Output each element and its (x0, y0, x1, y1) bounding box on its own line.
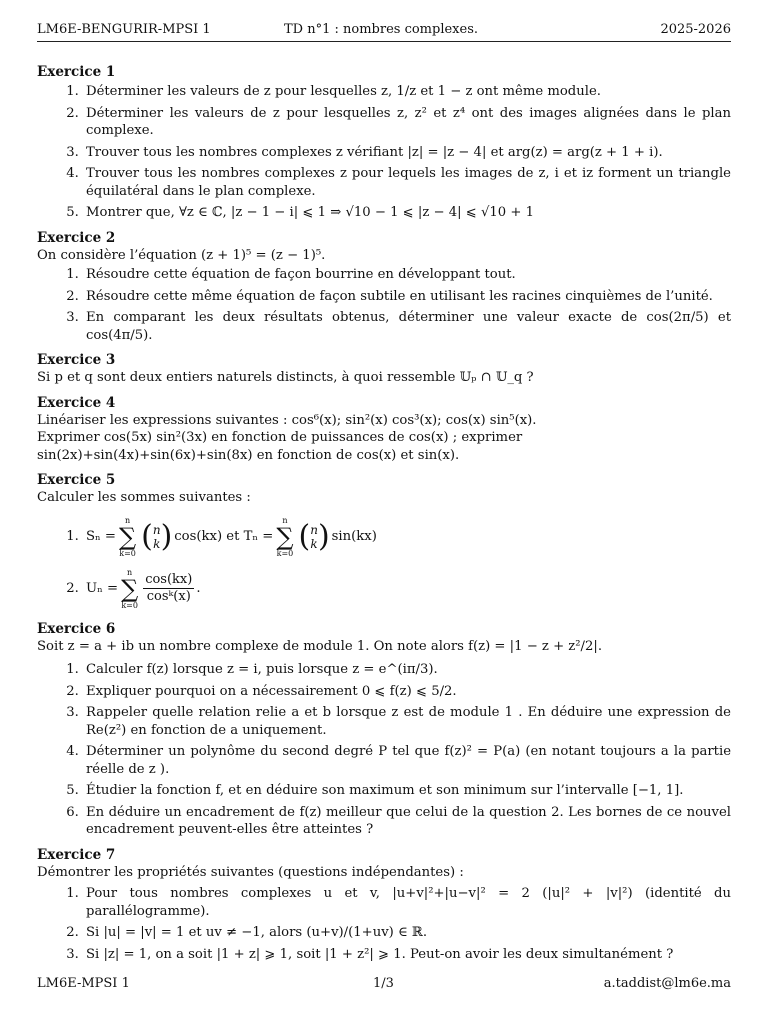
question-list (37, 885, 731, 963)
formula-text: 2. Uₙ = (86, 580, 119, 596)
sum-symbol: n ∑ k=0 (121, 567, 139, 610)
header-right: 2025-2026 (660, 22, 731, 37)
sum-symbol: n ∑ k=0 (276, 515, 294, 558)
exercise-title: Exercice 4 (37, 394, 116, 411)
page-header (37, 22, 731, 42)
header-title: TD n°1 : nombres complexes. (284, 22, 479, 37)
exercise-text: Linéariser les expressions suivantes : cos⁶(x); sin²(x) cos³(x); cos(x) sin⁵(x). (37, 412, 537, 428)
fraction (143, 572, 194, 605)
footer-email: a.taddist@lm6e.ma (603, 976, 731, 991)
binomial: ( n k ) (298, 518, 330, 554)
question-item (83, 513, 731, 561)
sum-formula-u: 2. Uₙ = n ∑ k=0 $\frac{\cos(kx)}{\text{cosᵏ(x)}}$ . (86, 567, 201, 610)
fraction-denominator: cosᵏ(x) (146, 589, 191, 604)
exercise-5 (37, 472, 731, 613)
question-item: 1. Pour tous nombres complexes u et v, |u+v|²+|u−v|² = 2 (|u|² + |v|²) (identité du parallélogramme). (83, 885, 731, 920)
question-item: 5. Étudier la fonction f, et en déduire son maximum et son minimum sur l’intervalle [−1, 1]. (83, 782, 731, 800)
question-item: 2. Déterminer les valeurs de z pour lesquelles z, z² et z⁴ ont des images alignées dans le plan complexe. (83, 105, 731, 140)
page-number: 1/3 (373, 976, 394, 991)
sum-upper: n (127, 567, 133, 577)
question-item: 2. Résoudre cette même équation de façon subtile en utilisant les racines cinquièmes de l’unité. (83, 288, 731, 306)
question-item: 3. Trouver tous les nombres complexes z vérifiant |z| = |z − 4| et arg(z) = arg(z + 1 + i). (83, 144, 731, 162)
exercise-7 (37, 847, 731, 964)
question-item: 4. Déterminer un polynôme du second degré P tel que f(z)² = P(a) (en notant toujours a la partie réelle de z ). (83, 743, 731, 778)
binom-top: n (310, 522, 318, 537)
binom-bottom: k (153, 536, 161, 551)
question-list (37, 266, 731, 344)
exercise-6 (37, 621, 731, 839)
exercise-intro: Calculer les sommes suivantes : (37, 490, 251, 505)
exercise-intro: Si p et q sont deux entiers naturels distincts, à quoi ressemble 𝕌ₚ ∩ 𝕌_q ? (37, 370, 534, 385)
exercise-4 (37, 395, 731, 465)
exercise-1 (37, 64, 731, 222)
sum-lower: k=0 (276, 548, 294, 558)
question-list (37, 513, 731, 613)
sum-upper: n (282, 515, 288, 525)
question-list (37, 661, 731, 839)
exercise-title: Exercice 5 (37, 472, 116, 488)
question-item: 5. Montrer que, ∀z ∈ ℂ, |z − 1 − i| ⩽ 1 ⇒ √10 − 1 ⩽ |z − 4| ⩽ √10 + 1 (83, 204, 731, 222)
formula-text: cos(kx) et Tₙ = (174, 528, 274, 544)
question-item: 3. Rappeler quelle relation relie a et b lorsque z est de module 1 . En déduire une expression de Re(z²) en fonction de a uniquement. (83, 704, 731, 739)
exercise-title: Exercice 3 (37, 352, 116, 368)
question-item: 1. Résoudre cette équation de façon bourrine en développant tout. (83, 266, 731, 284)
question-item (83, 565, 731, 613)
sum-formula-s-t (86, 513, 731, 561)
question-item: 4. Trouver tous les nombres complexes z pour lequels les images de z, i et iz forment un triangle équilatéral dans le plan complexe. (83, 165, 731, 200)
footer-left: LM6E-MPSI 1 (37, 976, 130, 991)
exercise-3 (37, 352, 731, 387)
question-item: 1. Déterminer les valeurs de z pour lesquelles z, 1/z et 1 − z ont même module. (83, 83, 731, 101)
exercise-text: Exprimer cos(5x) sin²(3x) en fonction de puissances de cos(x) ; exprimer sin(2x)+sin(4x)+sin(6x)+sin(8x) en fonction de cos(x) et sin(x). (37, 430, 523, 463)
binomial: ( n k ) (141, 518, 173, 554)
exercise-title: Exercice 2 (37, 229, 116, 246)
question-list (37, 83, 731, 222)
binom-bottom: k (310, 536, 318, 551)
question-item: 3. Si |z| = 1, on a soit |1 + z| ⩾ 1, soit |1 + z²| ⩾ 1. Peut-on avoir les deux simultanément ? (83, 946, 731, 964)
question-item: 6. En déduire un encadrement de f(z) meilleur que celui de la question 2. Les bornes de ce nouvel encadrement peuvent-elles être atteintes ? (83, 804, 731, 839)
formula-text: sin(kx) (331, 528, 377, 544)
formula-text: 1. Sₙ = (86, 528, 116, 544)
sum-lower: k=0 (121, 600, 138, 610)
fraction-numerator: cos(kx) (145, 572, 193, 587)
question-item: 3. En comparant les deux résultats obtenus, déterminer une valeur exacte de cos(2π/5) et cos(4π/5). (83, 309, 731, 344)
header-left: LM6E-BENGURIR-MPSI 1 (37, 22, 211, 37)
exercise-intro: Soit z = a + ib un nombre complexe de module 1. On note alors f(z) = |1 − z + z²/2|. (37, 638, 603, 654)
sum-symbol: n ∑ k=0 (118, 515, 137, 558)
sum-lower: k=0 (119, 548, 136, 558)
question-item: 2. Expliquer pourquoi on a nécessairement 0 ⩽ f(z) ⩽ 5/2. (83, 683, 731, 701)
exercise-2 (37, 230, 731, 345)
page-footer (37, 976, 731, 991)
exercise-title: Exercice 1 (37, 64, 116, 80)
exercise-intro: On considère l’équation (z + 1)⁵ = (z − 1)⁵. (37, 247, 326, 263)
exercise-intro: Démontrer les propriétés suivantes (questions indépendantes) : (37, 864, 464, 880)
binom-top: n (152, 522, 161, 537)
exercise-title: Exercice 6 (37, 620, 116, 637)
question-item: 2. Si |u| = |v| = 1 et uv ≠ −1, alors (u+v)/(1+uv) ∈ ℝ. (83, 924, 731, 942)
exercise-title: Exercice 7 (37, 846, 116, 863)
document-body (37, 64, 731, 971)
sum-upper: n (124, 515, 131, 525)
question-item: 1. Calculer f(z) lorsque z = i, puis lorsque z = e^(iπ/3). (83, 661, 731, 679)
